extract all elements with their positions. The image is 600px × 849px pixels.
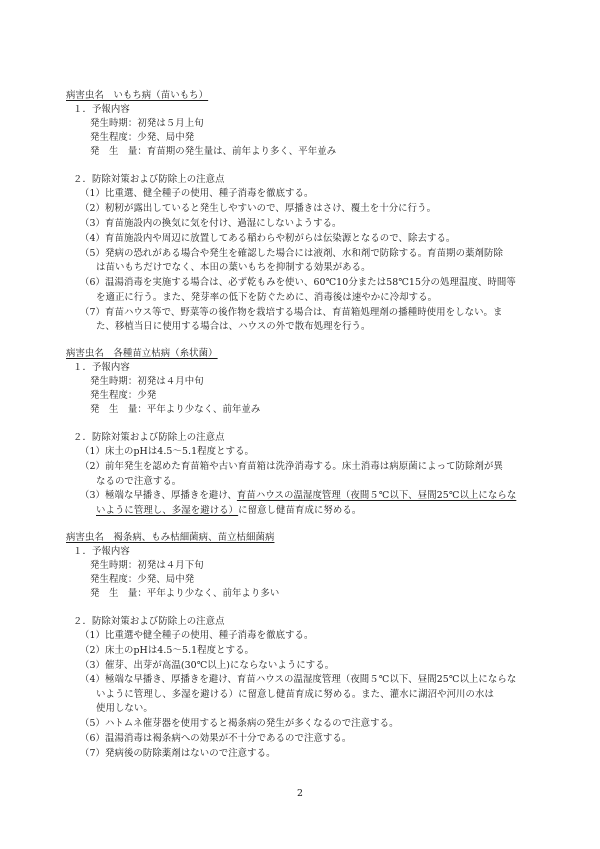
measure-line: （6）温湯消毒を実施する場合は、必ず乾もみを使い、60℃10分または58℃15分の処理温度、時間等 (80, 277, 516, 288)
forecast-item: 発生程度：少発、局中発 (90, 132, 195, 143)
measures-heading: ２．防除対策および防除上の注意点 (73, 616, 225, 627)
forecast-item: 発生程度：少発 (90, 390, 157, 401)
section-title-blast: 病害虫名 いもち病（苗いもち） (66, 90, 209, 101)
section-title-damping-off: 病害虫名 各種苗立枯病（糸状菌） (66, 348, 218, 359)
measure-line: （5）発病の恐れがある場合や発生を確認した場合には液剤、水和剤で防除する。育苗期の薬剤防除 (80, 248, 503, 259)
measure-line: （2）籾籾が露出していると発生しやすいので、厚播きはさけ、覆土を十分に行う。 (80, 203, 437, 214)
measure-line: （4）極端な早播き、厚播きを避け、育苗ハウスの温湿度管理（夜間５℃以下、昼間25℃以上にならな (80, 674, 517, 685)
forecast-item: 発生時期：初発は４月下旬 (90, 560, 204, 571)
forecast-heading: １．予報内容 (73, 104, 130, 115)
measure-line: （1）比重選や健全種子の使用、種子消毒を徹底する。 (80, 630, 314, 641)
measure-line-cont: は苗いもちだけでなく、本田の葉いもちを抑制する効果がある。 (96, 262, 371, 273)
measure-text: に留意し健苗育成に努める。 (238, 505, 362, 516)
forecast-item: 発生時期：初発は４月中旬 (90, 376, 204, 387)
measure-line: （3）催芽、出芽が高温(30℃以上)にならないようにする。 (80, 660, 335, 671)
measure-line: （7）発病後の防除薬剤はないので注意する。 (80, 748, 276, 759)
measure-line-cont: 使用しない。 (96, 703, 153, 714)
measure-line-cont (96, 505, 361, 517)
measure-line: （1）床土のpHは4.5～5.1程度とする。 (80, 446, 255, 457)
measure-line-cont: た、移植当日に使用する場合は、ハウスの外で散布処理を行う。 (96, 321, 371, 332)
forecast-item: 発生時期：初発は５月上旬 (90, 118, 204, 129)
measure-line: （4）育苗施設内や周辺に放置してある稲わらや籾がらは伝染源となるので、除去する。 (80, 233, 456, 244)
measures-heading: ２．防除対策および防除上の注意点 (73, 174, 225, 185)
section-title-bacterial: 病害虫名 褐条病、もみ枯細菌病、苗立枯細菌病 (66, 532, 275, 543)
forecast-heading: １．予報内容 (73, 362, 130, 373)
forecast-item: 発生程度：少発、局中発 (90, 574, 195, 585)
measure-line: （5）ハトムネ催芽器を使用すると褐条病の発生が多くなるので注意する。 (80, 718, 399, 729)
underlined-text: いように管理し、多湿を避ける） (96, 505, 239, 516)
measure-line: （2）床土のpHは4.5～5.1程度とする。 (80, 645, 255, 656)
measure-line-cont: いように管理し、多湿を避ける）に留意し健苗育成に努める。また、灌水に湖沼や河川の水は (96, 689, 494, 700)
forecast-item: 発 生 量：平年より少なく、前年並み (90, 404, 261, 415)
measure-line: （1）比重選、健全種子の使用、種子消毒を徹底する。 (80, 188, 314, 199)
forecast-item: 発 生 量：平年より少なく、前年より多い (90, 588, 280, 599)
measure-line: （7）育苗ハウス等で、野菜等の後作物を栽培する場合は、育苗箱処理剤の播種時使用をしない。ま (80, 307, 503, 318)
forecast-item: 発 生 量：育苗期の発生量は、前年より多く、平年並み (90, 146, 337, 157)
measure-line: （3）育苗施設内の換気に気を付け、過湿にしないようする。 (80, 218, 342, 229)
measure-line-cont: なるので注意する。 (96, 476, 182, 487)
measure-line: （2）前年発生を認めた育苗箱や古い育苗箱は洗浄消毒する。床土消毒は病原菌によって防除剤が異 (80, 461, 503, 472)
measure-line-cont: を適正に行う。また、発芽率の低下を防ぐために、消毒後は速やかに冷却する。 (96, 292, 438, 303)
measure-line: （6）温湯消毒は褐条病への効果が不十分であるので注意する。 (80, 733, 352, 744)
page-number: 2 (297, 788, 303, 799)
measure-line (80, 490, 516, 502)
forecast-heading: １．予報内容 (73, 546, 130, 557)
measure-text: （3）極端な早播き、厚播きを避け、 (80, 490, 237, 501)
underlined-text: 育苗ハウスの温湿度管理（夜間５℃以下、昼間25℃以上にならな (236, 490, 517, 501)
measures-heading: ２．防除対策および防除上の注意点 (73, 432, 225, 443)
